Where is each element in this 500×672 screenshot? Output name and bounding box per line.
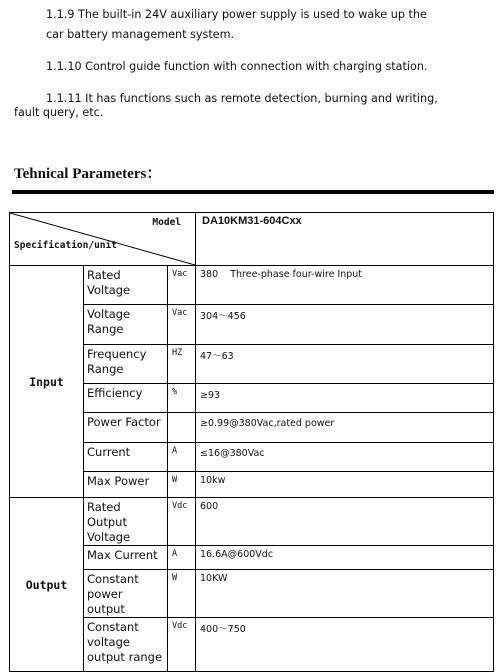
param-name: Voltage Range (84, 305, 168, 345)
model-value: DA10KM31-604Cxx (196, 213, 494, 266)
model-label: Model (152, 217, 182, 228)
param-unit: Vdc (168, 498, 196, 546)
param-unit: Vdc (168, 618, 196, 672)
param-value: ≥0.99@380Vac,rated power (196, 413, 494, 443)
item-1-1-11-line1: 1.1.11 It has functions such as remote detection, burning and writing, (46, 92, 438, 105)
param-name: Frequency Range (84, 345, 168, 384)
param-name: Current (84, 443, 168, 472)
param-unit: W (168, 472, 196, 498)
item-1-1-10: 1.1.10 Control guide function with connection with charging station. (46, 60, 428, 73)
param-value: 400～750 (196, 618, 494, 672)
param-unit (168, 413, 196, 443)
param-value: 10KW (196, 570, 494, 618)
table-row (10, 266, 494, 305)
param-name: Constant power output (84, 570, 168, 618)
param-name: Rated Voltage (84, 266, 168, 305)
param-name: Power Factor (84, 413, 168, 443)
param-unit: Vac (168, 305, 196, 345)
group-label-input: Input (10, 266, 84, 498)
param-name: Constant voltage output range (84, 618, 168, 672)
param-name: Efficiency (84, 384, 168, 413)
param-unit: % (168, 384, 196, 413)
item-1-1-9-line1: 1.1.9 The built-in 24V auxiliary power supply is used to wake up the (46, 8, 427, 21)
section-rule (12, 190, 494, 194)
param-unit: A (168, 546, 196, 570)
param-unit: W (168, 570, 196, 618)
param-name: Rated Output Voltage (84, 498, 168, 546)
param-value: 10kw (196, 472, 494, 498)
param-value: 47～63 (196, 345, 494, 384)
table-row (10, 498, 494, 546)
param-value: 380 Three-phase four-wire Input (196, 266, 494, 305)
param-unit: Vac (168, 266, 196, 305)
item-1-1-9-line2: car battery management system. (46, 28, 235, 41)
param-value: ≥93 (196, 384, 494, 413)
param-value: 16.6A@600Vdc (196, 546, 494, 570)
param-unit: A (168, 443, 196, 472)
spec-unit-label: Specification/unit (14, 240, 117, 251)
item-1-1-11-line2: fault query, etc. (14, 106, 104, 119)
table-header-row (10, 213, 494, 266)
spec-table (9, 212, 494, 672)
param-value: 304～456 (196, 305, 494, 345)
group-label-output: Output (10, 498, 84, 672)
param-value: ≤16@380Vac (196, 443, 494, 472)
param-name: Max Current (84, 546, 168, 570)
header-diagonal-cell (10, 213, 196, 266)
section-title: Tehnical Parameters： (14, 166, 162, 182)
param-unit: HZ (168, 345, 196, 384)
param-value: 600 (196, 498, 494, 546)
param-name: Max Power (84, 472, 168, 498)
